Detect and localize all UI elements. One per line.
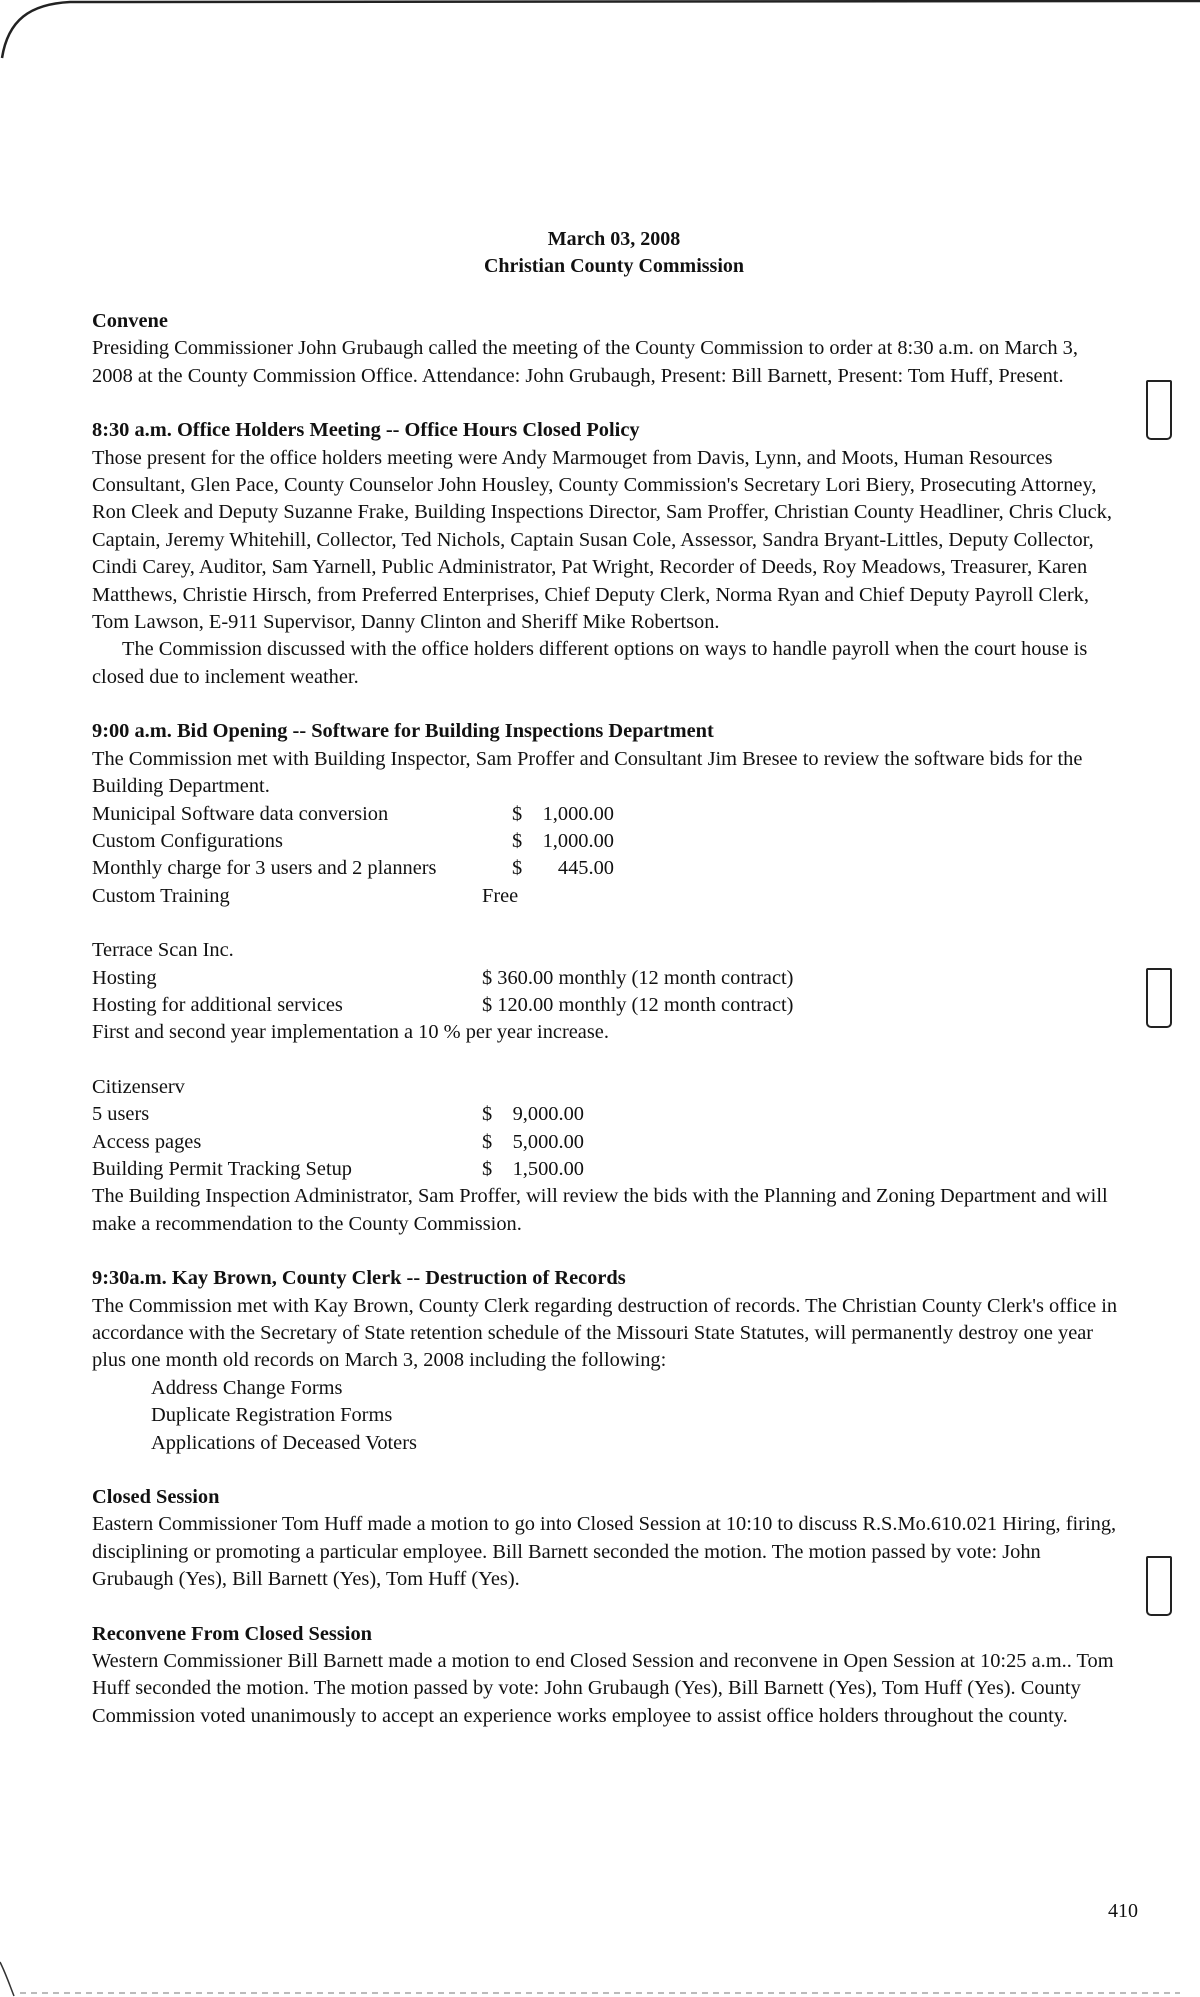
bid-line <box>92 992 1122 1019</box>
bid-item: Custom Configurations <box>92 829 283 852</box>
scan-page-edge <box>0 0 1200 60</box>
bid-line <box>92 1101 1122 1128</box>
list-item: Duplicate Registration Forms <box>151 1404 393 1427</box>
list-item: Address Change Forms <box>151 1376 343 1399</box>
section-heading: 9:30a.m. Kay Brown, County Clerk -- Destruction of Records <box>92 1267 626 1290</box>
section-heading: 8:30 a.m. Office Holders Meeting -- Office Hours Closed Policy <box>92 419 640 442</box>
bid-amount: $ 5,000.00 <box>482 1130 584 1153</box>
section-text: Those present for the office holders meeting were Andy Marmouget from Davis, Lynn, and Moots, Human Resources Consultant, Glen Pace, County Counselor John Housley, County Commission's Secretary Lori Biery, Prosecuting Attorney, Ron Cleek and Deputy Suzanne Frake, Building Inspections Director, Sam Proffer, Christian County Headliner, Chris Cluck, Captain, Jeremy Whitehill, Collector, Ted Nichols, Captain Susan Cole, Assessor, Sandra Bryant-Littles, Deputy Collector, Cindi Carey, Auditor, Sam Yarnell, Public Administrator, Pat Wright, Recorder of Deeds, Roy Meadows, Treasurer, Karen Matthews, Christie Hirsch, from Preferred Enterprises, Chief Deputy Clerk, Norma Ryan and Chief Deputy Payroll Clerk, Tom Lawson, E-911 Supervisor, Danny Clinton and Sheriff Mike Robertson. <box>92 446 1112 634</box>
section-bid-opening <box>92 718 1122 1238</box>
section-office-holders-meeting <box>92 417 1122 691</box>
bid-line <box>92 883 1122 910</box>
section-text: The Commission met with Kay Brown, County Clerk regarding destruction of records. The Christian County Clerk's office in accordance with the Secretary of State retention schedule of the Missouri State Statutes, will permanently destroy one year plus one month old records on March 3, 2008 including the following: <box>92 1294 1118 1372</box>
section-reconvene <box>92 1621 1122 1731</box>
bid-line <box>92 965 1122 992</box>
section-heading: Convene <box>92 310 168 332</box>
vendor-name: Citizenserv <box>92 1075 185 1098</box>
vendor-name: Terrace Scan Inc. <box>92 939 234 962</box>
section-heading: Reconvene From Closed Session <box>92 1622 372 1645</box>
bid-item: Building Permit Tracking Setup <box>92 1157 352 1180</box>
margin-bracket-mark <box>1146 380 1172 440</box>
bid-item: Access pages <box>92 1130 202 1153</box>
minutes-body <box>92 308 1122 1757</box>
bid-amount: $ 1,000.00 <box>512 829 614 852</box>
bid-amount: $ 120.00 monthly (12 month contract) <box>482 993 794 1016</box>
bid-line <box>92 801 1122 828</box>
section-text: The Commission discussed with the office holders different options on ways to handle payroll when the court house is closed due to inclement weather. <box>92 638 1088 688</box>
section-text: Eastern Commissioner Tom Huff made a motion to go into Closed Session at 10:10 to discuss R.S.Mo.610.021 Hiring, firing, disciplining or promoting a particular employee. Bill Barnett seconded the motion. The motion passed by vote: John Grubaugh (Yes), Bill Barnett (Yes), Tom Huff (Yes). <box>92 1513 1117 1591</box>
bid-amount: $ 1,500.00 <box>482 1157 584 1180</box>
bid-amount: $ 9,000.00 <box>482 1103 584 1126</box>
section-text: The Commission met with Building Inspector, Sam Proffer and Consultant Jim Bresee to review the software bids for the Building Department. <box>92 747 1083 798</box>
section-convene <box>92 308 1122 390</box>
bid-item: Hosting for additional services <box>92 993 343 1016</box>
bid-amount: Free <box>482 884 519 907</box>
bid-item: 5 users <box>92 1103 150 1126</box>
margin-bracket-mark <box>1146 968 1172 1028</box>
section-heading: 9:00 a.m. Bid Opening -- Software for Building Inspections Department <box>92 720 714 743</box>
section-closed-session <box>92 1484 1122 1594</box>
scan-bottom-edge <box>0 1960 1200 1997</box>
bid-item: Hosting <box>92 966 157 989</box>
document-date: March 03, 2008 <box>547 228 681 250</box>
bid-item: Monthly charge for 3 users and 2 planners <box>92 857 437 880</box>
section-heading: Closed Session <box>92 1486 220 1509</box>
margin-bracket-mark <box>1146 1556 1172 1616</box>
bid-amount: $ 445.00 <box>512 857 614 880</box>
bid-line <box>92 1156 1122 1183</box>
bid-line <box>92 1129 1122 1156</box>
list-item: Applications of Deceased Voters <box>151 1431 417 1454</box>
bid-amount: $ 360.00 monthly (12 month contract) <box>482 966 794 989</box>
page-number: 410 <box>1108 1900 1138 1922</box>
bid-note: First and second year implementation a 10 % per year increase. <box>92 1021 609 1044</box>
bid-line <box>92 828 1122 855</box>
bid-amount: $ 1,000.00 <box>512 802 614 825</box>
document-title: Christian County Commission <box>483 255 745 277</box>
section-text: The Building Inspection Administrator, Sam Proffer, will review the bids with the Planning and Zoning Department and will make a recommendation to the County Commission. <box>92 1185 1108 1235</box>
bid-item: Municipal Software data conversion <box>92 802 389 825</box>
bid-line <box>92 855 1122 882</box>
section-text: Western Commissioner Bill Barnett made a motion to end Closed Session and reconvene in Open Session at 10:25 a.m.. Tom Huff seconded the motion. The motion passed by vote: John Grubaugh (Yes), Bill Barnett (Yes), Tom Huff (Yes). County Commission voted unanimously to accept an experience works employee to assist office holders throughout the county. <box>92 1650 1114 1727</box>
section-text: Presiding Commissioner John Grubaugh called the meeting of the County Commission to order at 8:30 a.m. on March 3, 2008 at the County Commission Office. Attendance: John Grubaugh, Present: Bill Barnett, Present: Tom Huff, Present. <box>92 337 1078 387</box>
section-destruction-of-records <box>92 1265 1122 1457</box>
bid-item: Custom Training <box>92 884 230 907</box>
